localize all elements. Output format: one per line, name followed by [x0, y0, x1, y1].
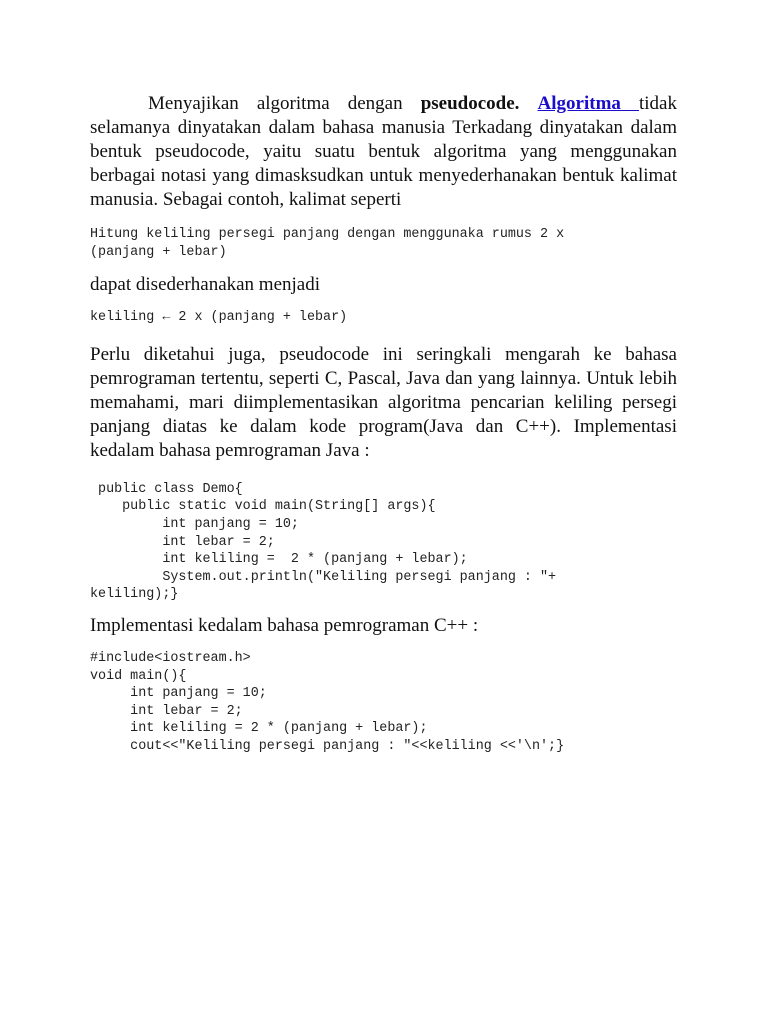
- algoritma-link[interactable]: Algoritma: [537, 93, 639, 114]
- java-code-block: public class Demo{ public static void main(String[] args){ int panjang = 10; int lebar = 2; int keliling = 2 * (panjang + lebar); System.out.println("Keliling persegi panjang : "+ keliling);}: [90, 481, 557, 603]
- simplify-label: dapat disederhanakan menjadi: [90, 274, 321, 296]
- intro-rest: tidak selamanya dinyatakan dalam bahasa manusia Terkadang dinyatakan dalam bentuk pseudocode, yaitu suatu bentuk algoritma yang menggunakan berbagai notasi yang dimasksudkan untuk menyederhanakan bentuk kalimat manusia. Sebagai contoh, kalimat seperti: [90, 93, 677, 210]
- cpp-code-block: #include<iostream.h> void main(){ int panjang = 10; int lebar = 2; int keliling = 2 * (panjang + lebar); cout<<"Keliling persegi panjang : "<<keliling <<'\n';}: [90, 650, 565, 754]
- intro-lead: Menyajikan algoritma dengan: [148, 93, 403, 114]
- pseudocode-term: pseudocode.: [420, 93, 520, 114]
- pseudo-example-code: Hitung keliling persegi panjang dengan menggunaka rumus 2 x (panjang + lebar): [90, 227, 565, 260]
- pseudo-simplified-code: keliling ← 2 x (panjang + lebar): [90, 310, 348, 326]
- intro-paragraph: [90, 92, 677, 212]
- document-page: [90, 92, 677, 756]
- cpp-label: Implementasi kedalam bahasa pemrograman C++ :: [90, 614, 479, 636]
- explanation-paragraph: Perlu diketahui juga, pseudocode ini seringkali mengarah ke bahasa pemrograman tertentu, seperti C, Pascal, Java dan yang lainnya. Untuk lebih memahami, mari diimplementasikan algoritma pencarian keliling persegi panjang diatas ke dalam kode program(Java dan C++). Implementasi kedalam bahasa pemrograman Java :: [90, 343, 677, 461]
